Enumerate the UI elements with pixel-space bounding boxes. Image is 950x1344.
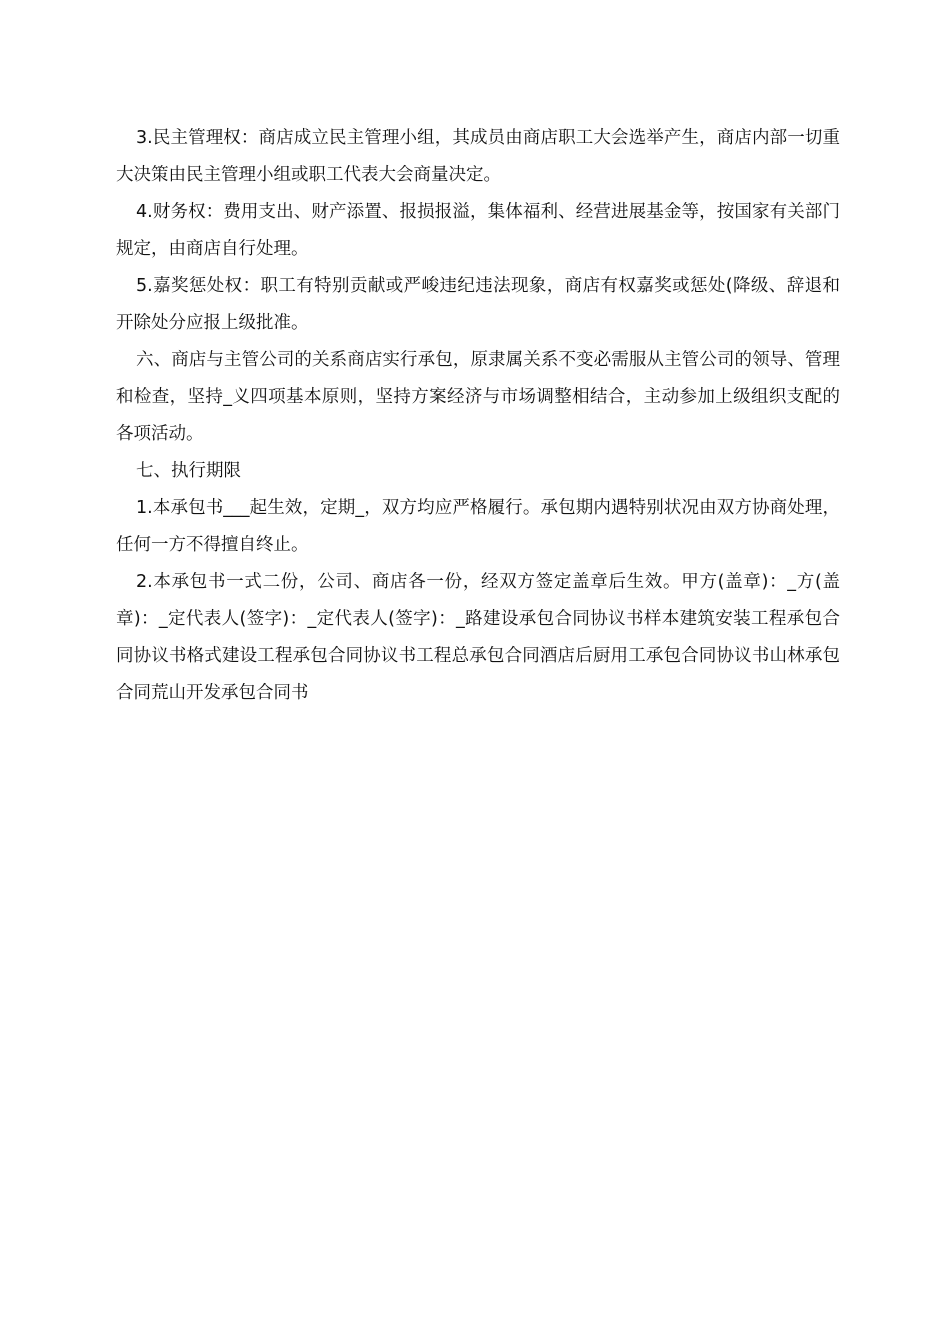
paragraph-effective-date: 1.本承包书___起生效，定期_，双方均应严格履行。承包期内遇特别状况由双方协商处理，任何一方不得擅自终止。 bbox=[116, 498, 840, 555]
paragraph-copies-and-signatures: 2.本承包书一式二份，公司、商店各一份，经双方签定盖章后生效。甲方(盖章)：_方(盖章)：_定代表人(签字)：_定代表人(签字)：_路建设承包合同协议书样本建筑安装工程承包合同协议书格式建设工程承包合同协议书工程总承包合同酒店后厨用工承包合同协议书山林承包合同荒山开发承包合同书 bbox=[116, 572, 840, 703]
paragraph-company-relationship: 六、商店与主管公司的关系商店实行承包，原隶属关系不变必需服从主管公司的领导、管理和检查，坚持_义四项基本原则，坚持方案经济与市场调整相结合，主动参加上级组织支配的各项活动。 bbox=[116, 350, 840, 444]
section-heading-execution-period: 七、执行期限 bbox=[136, 461, 241, 481]
document-body bbox=[116, 120, 840, 712]
paragraph-financial-rights: 4.财务权：费用支出、财产添置、报损报溢，集体福利、经营进展基金等，按国家有关部门规定，由商店自行处理。 bbox=[116, 202, 840, 259]
paragraph-democratic-management: 3.民主管理权：商店成立民主管理小组，其成员由商店职工大会选举产生，商店内部一切重大决策由民主管理小组或职工代表大会商量决定。 bbox=[116, 128, 840, 185]
paragraph-rewards-penalties: 5.嘉奖惩处权：职工有特别贡献或严峻违纪违法现象，商店有权嘉奖或惩处(降级、辞退和开除处分应报上级批准。 bbox=[116, 276, 840, 333]
